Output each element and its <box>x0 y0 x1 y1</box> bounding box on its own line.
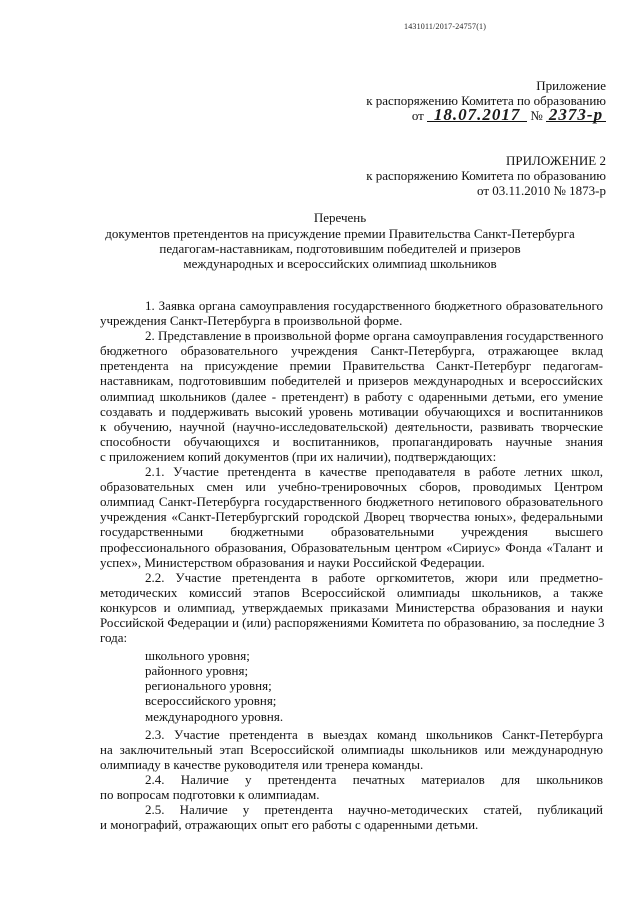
text-line: к обучению, научной (научно-исследовательской) деятельности, развивать творческие <box>100 418 603 434</box>
paragraph-2-1 <box>100 464 603 570</box>
text-line: образовательных смен или учебно-тренировочных сборов, проводимых Центром <box>100 479 603 495</box>
title-line: педагогам-наставникам, подготовившим победителей и призеров <box>159 241 521 256</box>
text-line: и монографий, отражающих опыт его работы с одаренными детьми. <box>100 817 479 833</box>
list-item: всероссийского уровня; <box>145 693 277 709</box>
text-line: 2.1. Участие претендента в качестве преподавателя в работе летних школ, <box>145 464 603 480</box>
text-line: олимпиаду в качестве руководителя или тренера команды. <box>100 756 424 772</box>
text-line: учреждения «Санкт-Петербургский городской Дворец творчества юных», федеральными <box>100 509 603 525</box>
list-item: регионального уровня; <box>145 678 272 694</box>
title-line: документов претендентов на присуждение премии Правительства Санкт-Петербурга <box>105 226 575 241</box>
text-line: на заключительный этап Всероссийской олимпиады школьников или международную <box>100 741 603 757</box>
attachment-header-current <box>366 78 606 123</box>
text-line: 1. Заявка органа самоуправления государственного бюджетного образовательного <box>145 298 603 313</box>
registration-number: 1431011/2017-24757(1) <box>404 22 487 31</box>
text-line: успех», Министерством образования и науки Российской Федерации. <box>100 554 485 570</box>
paragraph-2-5 <box>100 802 603 832</box>
document-title <box>60 210 620 271</box>
text-line: конкурсов и олимпиад, утверждаемых приказами Министерства образования и науки <box>100 599 603 615</box>
title-heading: Перечень <box>313 210 367 225</box>
text-line: олимпиад Санкт-Петербурга государственного бюджетного нетипового образовательного <box>100 494 603 510</box>
text-line: 2. Представление в произвольной форме органа самоуправления государственного <box>145 328 604 344</box>
text-line: наставникам, подготовившим победителей и призеров международных и всероссийских <box>100 373 603 389</box>
attachment-header-original <box>366 153 606 198</box>
attachment-title-2: ПРИЛОЖЕНИЕ 2 <box>506 153 606 168</box>
text-line: 2.5. Наличие у претендента научно-методических статей, публикаций <box>145 802 603 818</box>
list-item: международного уровня. <box>145 708 284 724</box>
list-item: школьного уровня; <box>145 648 250 664</box>
document-body <box>100 298 603 832</box>
text-line: с приложением копий документов (при их наличии), подтверждающих: <box>100 448 497 464</box>
paragraph-2-3 <box>100 727 603 772</box>
text-line: методических комиссий этапов Всероссийской олимпиады школьников, а также <box>100 584 603 600</box>
text-line: способности обучающихся и воспитанников, пропагандировать научные знания <box>100 433 603 449</box>
paragraph-2-2 <box>100 570 603 645</box>
paragraph-2 <box>100 328 603 464</box>
attachment-date-line <box>366 105 606 124</box>
text-line: профессионального образования, Образовательным центром «Сириус» Фонда «Талант и <box>100 539 603 555</box>
date-prefix: от <box>411 108 424 123</box>
text-line: 2.4. Наличие у претендента печатных материалов для школьников <box>145 771 603 787</box>
handwritten-date: 18.07.2017 <box>427 108 527 122</box>
text-line: бюджетного образовательного учреждения Санкт-Петербурга, отражающее вклад <box>100 343 603 359</box>
attachment-title: Приложение <box>536 78 606 93</box>
paragraph-2-4 <box>100 772 603 802</box>
title-line: международных и всероссийских олимпиад школьников <box>183 256 497 271</box>
text-line: претендента на присуждение премии Правительства Санкт-Петербург педагогам- <box>100 358 603 374</box>
text-line: 2.2. Участие претендента в работе оргкомитетов, жюри или предметно- <box>145 569 603 585</box>
text-line: года: <box>100 630 128 646</box>
paragraph-1 <box>100 298 603 328</box>
attachment-date-line-2: от 03.11.2010 № 1873-р <box>476 183 606 198</box>
text-line: 2.3. Участие претендента в выездах команд школьников Санкт-Петербурга <box>145 726 603 742</box>
handwritten-number: 2373-р <box>546 108 606 122</box>
text-line: по вопросам подготовки к олимпиадам. <box>100 787 320 802</box>
text-line: олимпиад школьников (далее - претендент) в работу с одаренными детьми, его умение <box>100 388 603 404</box>
attachment-order-line-2: к распоряжению Комитета по образованию <box>366 168 606 183</box>
text-line: Российской Федерации и (или) распоряжениями Комитета по образованию, за последние 3 <box>100 614 605 630</box>
number-prefix: № <box>530 108 543 123</box>
levels-list <box>100 648 603 723</box>
text-line: учреждения Санкт-Петербурга в произвольной форме. <box>100 313 403 329</box>
attachment-order-line: к распоряжению Комитета по образованию <box>366 93 606 108</box>
text-line: создавать и поддерживать высокий уровень мотивации обучающихся и воспитанников <box>100 403 603 419</box>
list-item: районного уровня; <box>145 663 249 679</box>
text-line: государственными бюджетными образовательными учреждения высшего <box>100 524 603 540</box>
